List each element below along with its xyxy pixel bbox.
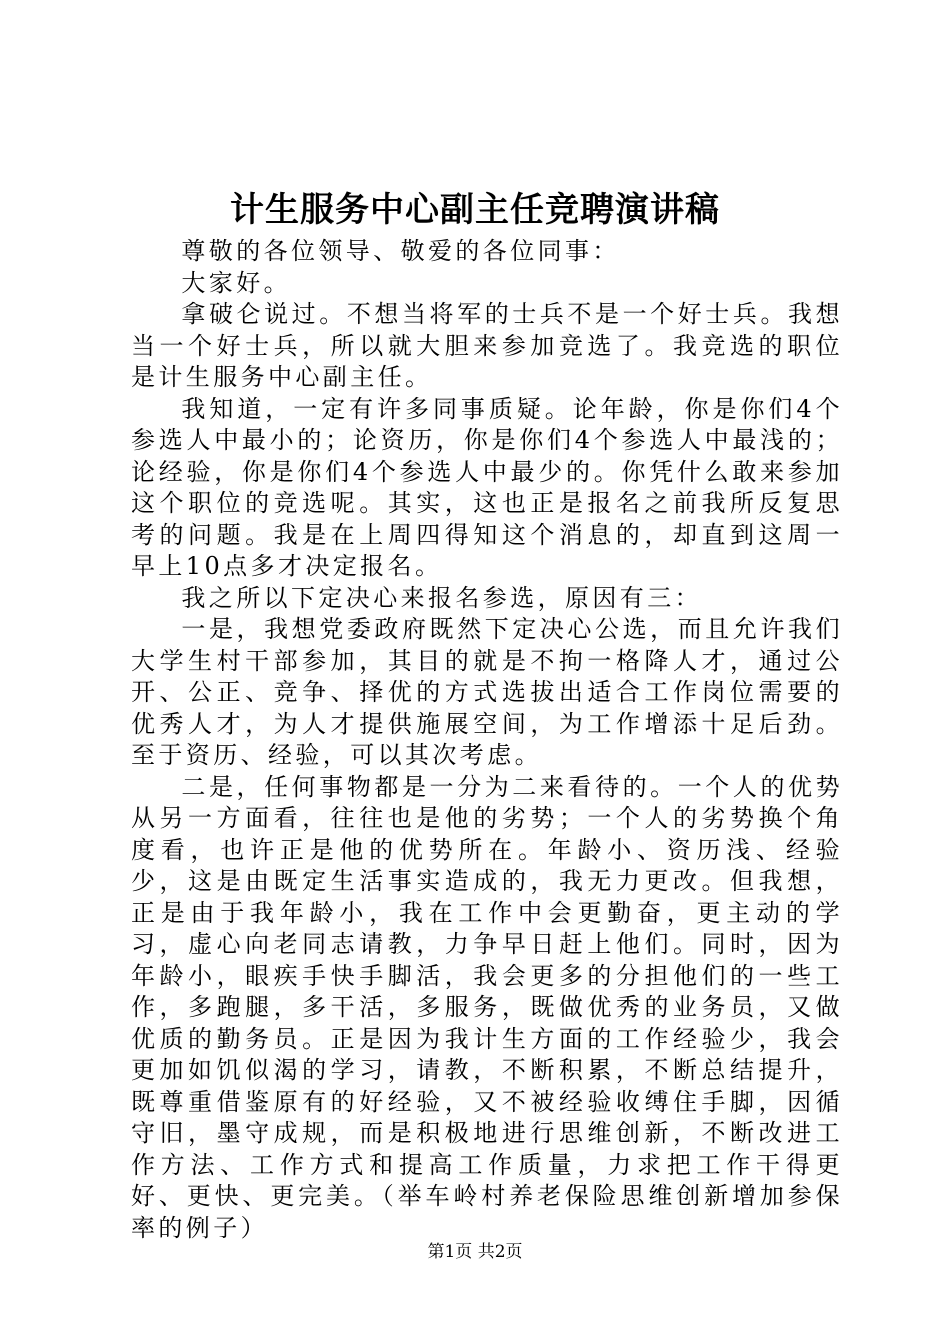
- page-footer: 第1页 共2页: [427, 1242, 523, 1262]
- paragraph-intro: 拿破仑说过。不想当将军的士兵不是一个好士兵。我想当一个好士兵，所以就大胆来参加竞选了。我竞选的职位是计生服务中心副主任。: [131, 300, 843, 391]
- paragraph-reason-two: 二是，任何事物都是一分为二来看待的。一个人的优势从另一方面看，往往也是他的劣势；一个人的劣势换个角度看，也许正是他的优势所在。年龄小、资历浅、经验少，这是由既定生活事实造成的，我无力更改。但我想，正是由于我年龄小，我在工作中会更勤奋，更主动的学习，虚心向老同志请教，力争早日赶上他们。同时，因为年龄小，眼疾手快手脚活，我会更多的分担他们的一些工作，多跑腿，多干活，多服务，既做优秀的业务员，又做优质的勤务员。正是因为我计生方面的工作经验少，我会更加如饥似渴的学习，请教，不断积累，不断总结提升，既尊重借鉴原有的好经验，又不被经验收缚住手脚，因循守旧，墨守成规，而是积极地进行思维创新，不断改进工作方法、工作方式和提高工作质量，力求把工作干得更好、更快、更完美。（举车岭村养老保险思维创新增加参保率的例子）: [131, 772, 843, 1242]
- paragraph-reason-one: 一是，我想党委政府既然下定决心公选，而且允许我们大学生村干部参加，其目的就是不拘一格降人才，通过公开、公正、竞争、择优的方式选拔出适合工作岗位需要的优秀人才，为人才提供施展空间，为工作增添十足后劲。至于资历、经验，可以其次考虑。: [131, 615, 843, 769]
- paragraph-doubts: 我知道，一定有许多同事质疑。论年龄，你是你们4个参选人中最小的；论资历，你是你们4个参选人中最浅的；论经验，你是你们4个参选人中最少的。你凭什么敢来参加这个职位的竞选呢。其实，这也正是报名之前我所反复思考的问题。我是在上周四得知这个消息的，却直到这周一早上10点多才决定报名。: [131, 394, 843, 580]
- paragraph-reasons-lead: 我之所以下定决心来报名参选，原因有三：: [181, 583, 702, 612]
- paragraph-greeting: 大家好。: [181, 268, 291, 297]
- paragraph-salutation: 尊敬的各位领导、敬爱的各位同事：: [181, 237, 620, 265]
- document-title: 计生服务中心副主任竞聘演讲稿: [230, 190, 720, 230]
- document-body: [131, 236, 843, 1244]
